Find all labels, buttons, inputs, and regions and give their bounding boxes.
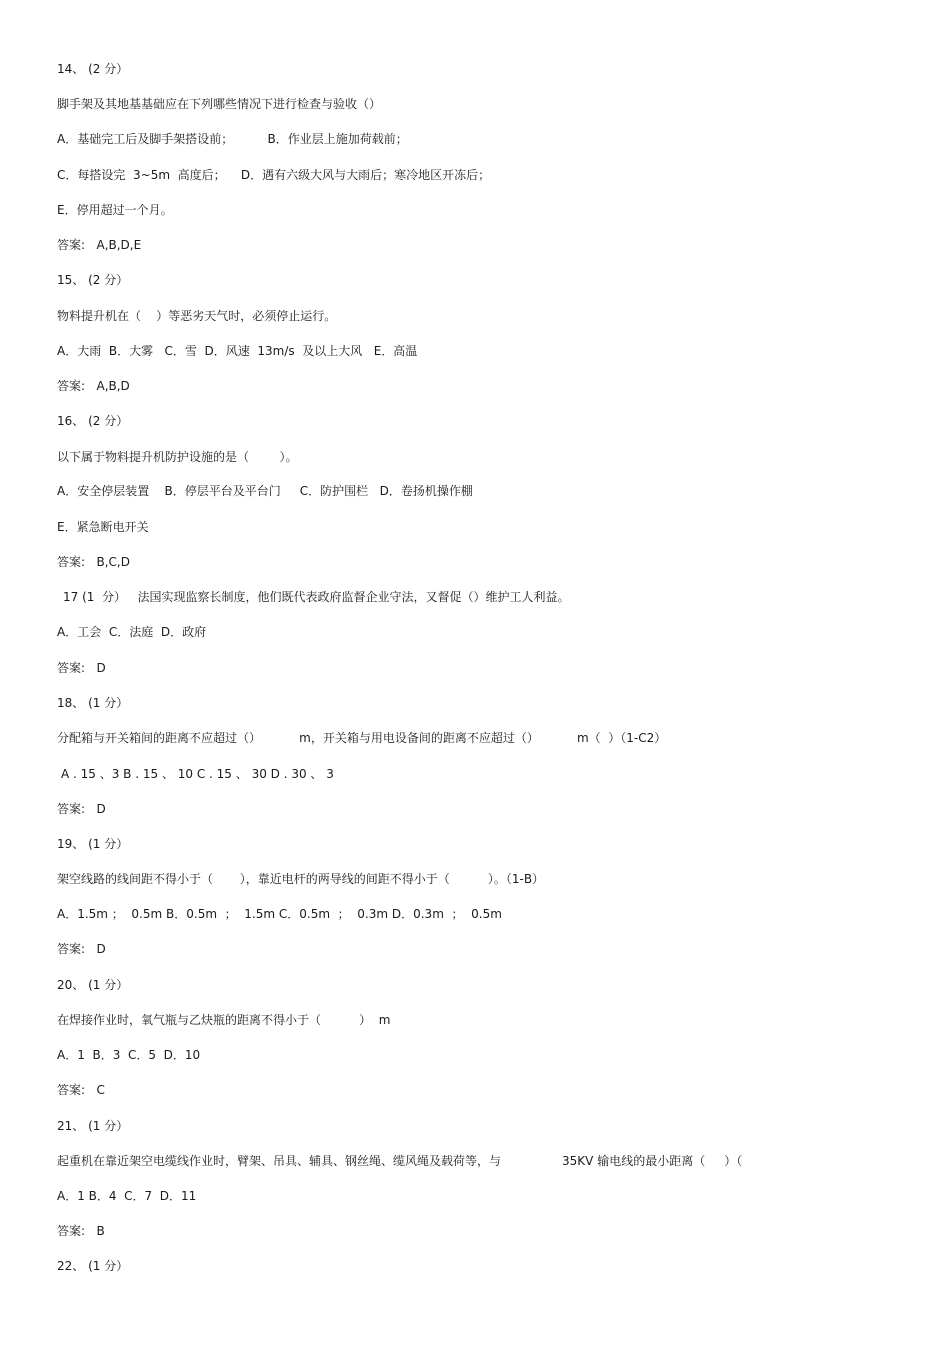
question-18-answer: 答案: D <box>57 802 106 816</box>
question-19-text: 架空线路的线间距不得小于（ ），靠近电杆的两导线的间距不得小于（ ）。（1-B） <box>57 872 545 886</box>
question-18-options: A . 15 、3 B . 15 、 10 C . 15 、 30 D . 30 、 3 <box>61 767 334 781</box>
question-14-option-e: E．停用超过一个月。 <box>57 203 173 217</box>
question-17-text: 17 (1 分） 法国实现监察长制度，他们既代表政府监督企业守法，又督促（）维护工人利益。 <box>63 590 570 604</box>
question-15-header: 15、 (2 分） <box>57 273 129 287</box>
question-20-text: 在焊接作业时，氧气瓶与乙炔瓶的距离不得小于（ ） m <box>57 1013 391 1027</box>
question-21-text: 起重机在靠近架空电缆线作业时，臂架、吊具、辅具、钢丝绳、缆风绳及载荷等，与 35KV 输电线的最小距离（ ）（ <box>57 1154 743 1168</box>
question-16-header: 16、 (2 分） <box>57 414 129 428</box>
question-21-header: 21、 (1 分） <box>57 1119 129 1133</box>
question-20-header: 20、 (1 分） <box>57 978 129 992</box>
question-20-answer: 答案: C <box>57 1083 105 1097</box>
question-14-header: 14、 (2 分） <box>57 62 129 76</box>
question-14-options-ab: A．基础完工后及脚手架搭设前； B．作业层上施加荷载前； <box>57 132 408 146</box>
question-20-options: A．1 B．3 C．5 D．10 <box>57 1048 201 1062</box>
question-14-answer: 答案: A,B,D,E <box>57 238 142 252</box>
question-16-text: 以下属于物料提升机防护设施的是（ ）。 <box>57 450 298 464</box>
question-14-options-cd: C．每搭设完 3~5m 高度后； D．遇有六级大风与大雨后；寒冷地区开冻后； <box>57 168 491 182</box>
question-16-option-e: E．紧急断电开关 <box>57 520 149 534</box>
question-16-options: A．安全停层装置 B．停层平台及平台门 C．防护围栏 D．卷扬机操作棚 <box>57 484 473 498</box>
question-15-text: 物料提升机在（ ）等恶劣天气时，必须停止运行。 <box>57 309 337 323</box>
question-18-header: 18、 (1 分） <box>57 696 129 710</box>
question-17-answer: 答案: D <box>57 661 106 675</box>
question-19-answer: 答案: D <box>57 942 106 956</box>
question-16-answer: 答案: B,C,D <box>57 555 130 569</box>
question-18-text: 分配箱与开关箱间的距离不应超过（） m，开关箱与用电设备间的距离不应超过（） m（ ）（1-C2） <box>57 731 667 745</box>
question-14-text: 脚手架及其地基基础应在下列哪些情况下进行检查与验收（） <box>57 97 382 111</box>
question-21-options: A．1 B．4 C．7 D．11 <box>57 1189 197 1203</box>
question-15-options: A．大雨 B．大雾 C．雪 D．风速 13m/s 及以上大风 E．高温 <box>57 344 418 358</box>
question-22-header: 22、 (1 分） <box>57 1259 129 1273</box>
question-21-answer: 答案: B <box>57 1224 105 1238</box>
question-15-answer: 答案: A,B,D <box>57 379 130 393</box>
question-19-header: 19、 (1 分） <box>57 837 129 851</box>
question-17-options: A．工会 C．法庭 D．政府 <box>57 625 207 639</box>
question-19-options: A．1.5m ； 0.5m B．0.5m ； 1.5m C．0.5m ； 0.3m D．0.3m ； 0.5m <box>57 907 502 921</box>
